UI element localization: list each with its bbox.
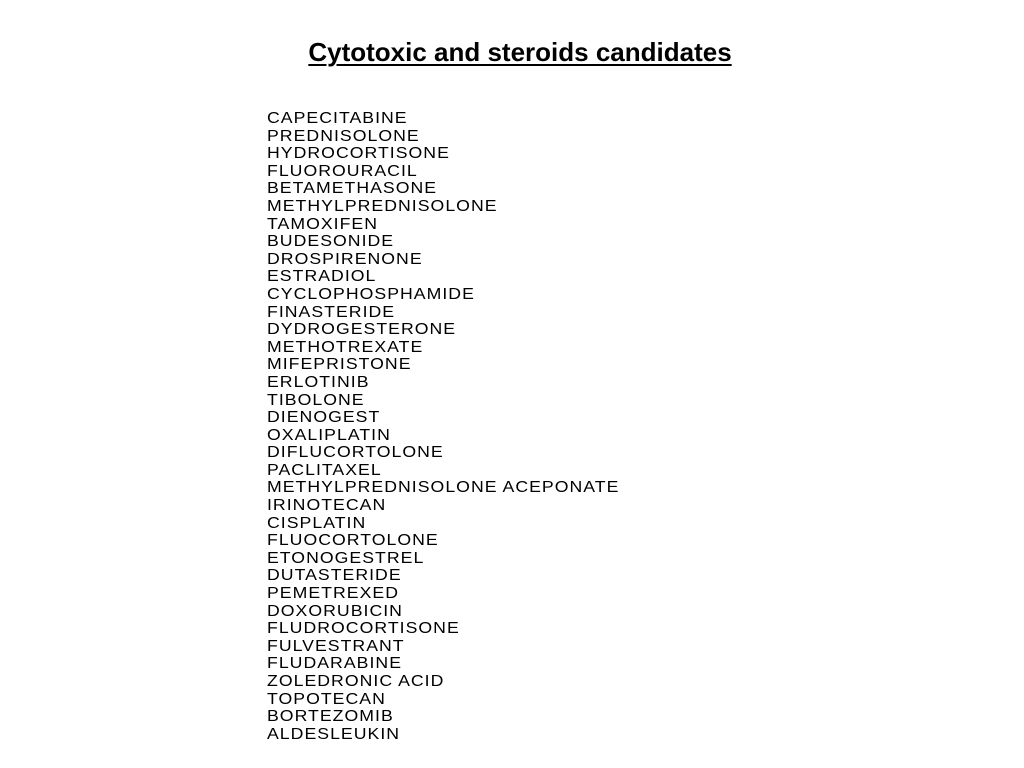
list-item: DUTASTERIDE — [267, 567, 402, 585]
list-item: CYCLOPHOSPHAMIDE — [267, 285, 475, 303]
list-item: ETONOGESTREL — [267, 549, 425, 567]
list-item: ESTRADIOL — [267, 268, 377, 286]
list-item: TIBOLONE — [267, 391, 365, 409]
list-item: DIFLUCORTOLONE — [267, 444, 444, 462]
list-item: PREDNISOLONE — [267, 127, 420, 145]
list-item: FLUOROURACIL — [267, 162, 418, 180]
list-item: DIENOGEST — [267, 409, 381, 427]
list-item: BORTEZOMIB — [267, 708, 394, 726]
page-title: Cytotoxic and steroids candidates — [308, 37, 732, 67]
list-item: FINASTERIDE — [267, 303, 396, 321]
candidate-list — [267, 110, 620, 743]
list-item: ERLOTINIB — [267, 373, 370, 391]
list-item: TOPOTECAN — [267, 690, 386, 708]
list-item: FLUDROCORTISONE — [267, 620, 460, 638]
list-item: ALDESLEUKIN — [267, 725, 401, 743]
list-item: FLUOCORTOLONE — [267, 532, 439, 550]
list-item: FLUDARABINE — [267, 655, 403, 673]
list-item: IRINOTECAN — [267, 497, 387, 515]
list-item: DOXORUBICIN — [267, 602, 403, 620]
list-item: DYDROGESTERONE — [267, 321, 457, 339]
list-item: FULVESTRANT — [267, 637, 405, 655]
list-item: METHOTREXATE — [267, 338, 424, 356]
list-item: DROSPIRENONE — [267, 250, 423, 268]
list-item: HYDROCORTISONE — [267, 145, 450, 163]
list-item: PACLITAXEL — [267, 461, 382, 479]
list-item: CAPECITABINE — [267, 110, 408, 127]
list-item: BETAMETHASONE — [267, 180, 438, 198]
list-item: METHYLPREDNISOLONE — [267, 197, 498, 215]
list-item: BUDESONIDE — [267, 233, 395, 251]
list-item: MIFEPRISTONE — [267, 356, 412, 374]
list-item: TAMOXIFEN — [267, 215, 379, 233]
list-item: OXALIPLATIN — [267, 426, 391, 444]
list-item: PEMETREXED — [267, 585, 400, 603]
list-item: CISPLATIN — [267, 514, 367, 532]
list-item: METHYLPREDNISOLONE ACEPONATE — [267, 479, 620, 497]
list-item: ZOLEDRONIC ACID — [267, 673, 445, 690]
